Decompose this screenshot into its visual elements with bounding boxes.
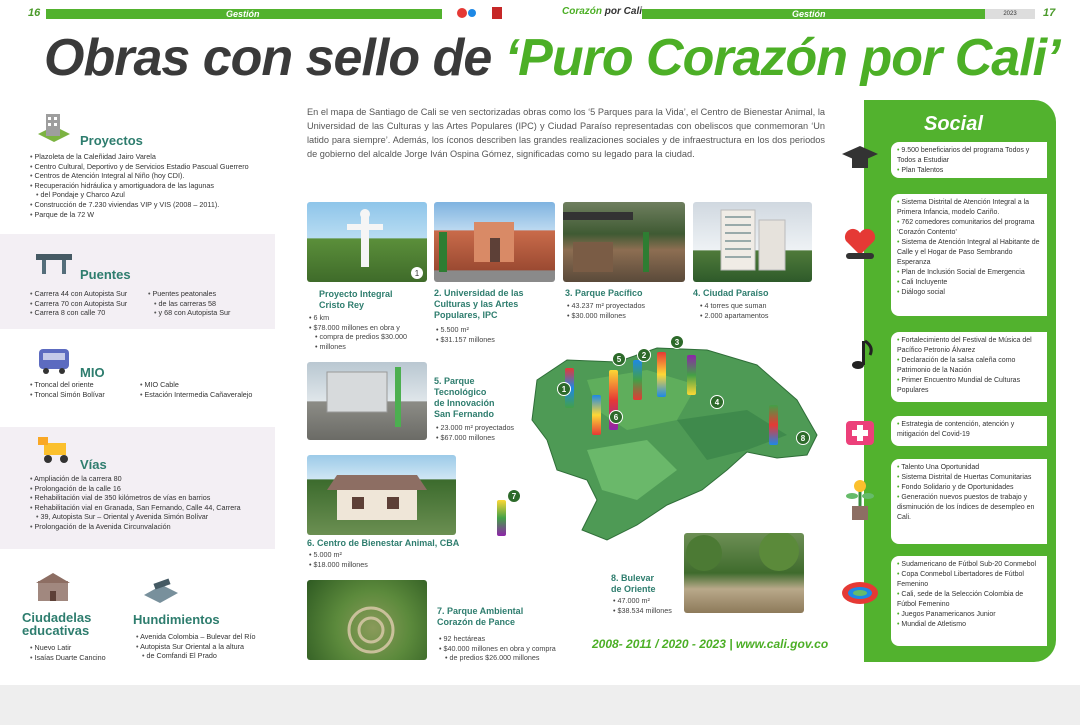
photo-parque-pance: [307, 580, 427, 660]
hundimientos-list: • Avenida Colombia – Bulevar del Río • Autopista Sur Oriental a la altura • de Comfandi El Prado: [136, 632, 276, 661]
mio-list-1: • Troncal del oriente • Troncal Simón Bolívar: [30, 380, 140, 399]
hundimientos-title: Hundimientos: [133, 612, 220, 627]
photo-number-1: 1: [414, 269, 420, 278]
obelisk-7: [592, 395, 601, 435]
puentes-list-1: • Carrera 44 con Autopista Sur • Carrera 70 con Autopista Sur • Carrera 8 con calle 70: [30, 289, 145, 318]
map-marker-7: 7: [507, 489, 521, 503]
music-note-icon: [840, 337, 880, 373]
map-marker-6: 6: [609, 410, 623, 424]
social-education-box: • 9.500 beneficiarios del programa Todos y Todos a Estudiar • Plan Talentos: [891, 142, 1047, 178]
map-marker-2: 2: [637, 348, 651, 362]
obra-7-title: 7. Parque Ambiental Corazón de Pance: [437, 606, 524, 627]
social-culture-box: • Fortalecimiento del Festival de Música del Pacífico Petronio Álvarez • Declaración de la salsa caleña como Patrimonio de la Nación • Primer Encuentro Mundial de Culturas Populares: [891, 332, 1047, 402]
social-inclusion-box: • Sistema Distrital de Atención Integral a la Primera Infancia, modelo Cariño. • 762 comedores comunitarios del programa ‘Corazón Contento’ • Sistema de Atención Integral al Habitante de Calle y el Hogar de Paso Sembrando Esperanza • Plan de Inclusión Social de Emergencia • Cali Incluyente • Diálogo social: [891, 194, 1047, 316]
puentes-list-2: • Puentes peatonales • de las carreras 58 • y 68 con Autopista Sur: [148, 289, 273, 318]
heart-hand-icon: [840, 225, 880, 261]
vias-list: • Ampliación de la carrera 80 • Prolongación de la calle 16 • Rehabilitación vial de 350 kilómetros de vías en barrios • Rehabilitación vial en Granada, San Fernando, Calle 44, Carrera • 39, Autopista Sur – Oriental y Avenida Simón Bolívar • Prolongación de la Avenida Circunvalación: [30, 474, 270, 532]
obra-8-details: • 47.000 m² • $38.534 millones: [613, 596, 693, 615]
obra-3-details: • 43.237 m² proyectados • $30.000 millones: [567, 301, 682, 320]
obra-5-title: 5. Parque Tecnológico de Innovación San Fernando: [434, 376, 495, 419]
proyectos-section: [0, 100, 275, 230]
obelisk-6: [769, 405, 778, 445]
graduation-cap-icon: [840, 142, 880, 178]
footer-url: 2008- 2011 / 2020 - 2023 | www.cali.gov.co: [592, 637, 829, 651]
cali-map: [511, 338, 827, 550]
obelisk-3: [633, 360, 642, 400]
left-section-bar: [46, 9, 442, 19]
obra-6-title: 6. Centro de Bienestar Animal, CBA: [307, 538, 460, 548]
mio-section: [0, 335, 275, 425]
photo-cristo-rey: [307, 202, 427, 282]
proyectos-list: • Plazoleta de la Caleñidad Jairo Varela • Centro Cultural, Deportivo y de Servicios Estadio Pascual Guerrero • Centros de Atención Integral al Niño (hoy CDI). • Recuperación hidráulica y amortiguadora de las lagunas • del Pondaje y Charco Azul • Construcción de 7.230 viviendas VIP y VIS (2008 – 2011). • Parque de la 72 W: [30, 152, 270, 219]
ciudadelas-list: • Nuevo Latir • Isaías Duarte Cancino: [30, 643, 130, 662]
obra-1-details: • 6 km • $78.000 millones en obra y • compra de predios $30.000 • millones: [309, 313, 424, 351]
map-marker-1: 1: [557, 382, 571, 396]
header-logos: [452, 5, 512, 21]
obelisk-8: [497, 500, 506, 536]
obra-7-details: • 92 hectáreas • $40.000 millones en obra y compra • de predios $26.000 millones: [439, 634, 584, 663]
vias-section: [0, 427, 275, 549]
bridge-icon: [34, 246, 74, 276]
puentes-line-3: • y 68 con Autopista Sur: [148, 308, 273, 318]
right-section-bar: [642, 9, 985, 19]
social-covid-box: • Estrategia de contención, atención y mitigación del Covid-19: [891, 416, 1047, 446]
social-sports-box: • Sudamericano de Fútbol Sub-20 Conmebol • Copa Conmebol Libertadores de Fútbol Femenino • Cali, sede de la Selección Colombia de Fútbol Femenino • Juegos Panamericanos Junior • Mundial de Atletismo: [891, 556, 1047, 646]
year-tag: 2023: [985, 9, 1035, 19]
puentes-section: [0, 234, 275, 329]
map-marker-8: 8: [796, 431, 810, 445]
photo-bienestar-animal: [307, 455, 456, 535]
obra-2-title: 2. Universidad de las Culturas y las Artes Populares, IPC: [434, 288, 524, 320]
brand-label: Corazón por Cali: [562, 6, 643, 17]
medical-kit-icon: [840, 413, 880, 449]
bus-icon: [36, 345, 72, 375]
puentes-title: Puentes: [80, 267, 131, 282]
school-icon: [34, 571, 72, 605]
money-plant-icon: [840, 476, 880, 524]
proyectos-title: Proyectos: [80, 133, 143, 148]
obra-4-title: 4. Ciudad Paraíso: [693, 288, 769, 298]
ciudadelas-title: Ciudadelas educativas: [22, 610, 92, 638]
obelisk-5: [687, 355, 696, 395]
tunnel-icon: [140, 571, 180, 605]
obelisk-4: [657, 352, 666, 397]
obra-6-details: • 5.000 m² • $18.000 millones: [309, 550, 424, 569]
right-page-number: 17: [1043, 7, 1056, 19]
obra-5-details: • 23.000 m² proyectados • $67.000 millones: [436, 423, 551, 442]
left-page-number: 16: [28, 7, 41, 19]
page-title: Obras con sello de ‘Puro Corazón por Cali’: [44, 29, 1060, 87]
vias-title: Vías: [80, 457, 107, 472]
puentes-line-2: • de las carreras 58: [148, 299, 273, 309]
right-section-label: Gestión: [792, 9, 826, 19]
left-section-label: Gestión: [226, 9, 260, 19]
building-icon: [34, 108, 74, 144]
intro-paragraph: En el mapa de Santiago de Cali se ven sectorizadas obras como los ‘5 Parques para la Vida’, el Centro de Bienestar Animal, la Universidad de las Culturas y las Artes Populares (IPC) y Ciudad Paraíso representadas con obeliscos que conmemoran ‘Un latido para siempre’. Además, los íconos describen las grandes realizaciones sociales y de infraestructura en los dos periodos de gobierno del alcalde Jorge Iván Ospina Gómez, significadas como su legado para la ciudad.: [307, 107, 825, 159]
stadium-icon: [840, 573, 880, 609]
photo-parque-tecnologico: [307, 362, 427, 440]
ciudadelas-section: [0, 565, 275, 665]
map-marker-5: 5: [612, 352, 626, 366]
mio-title: MIO: [80, 365, 105, 380]
photo-ciudad-paraiso: [693, 202, 812, 282]
map-marker-4: 4: [710, 395, 724, 409]
construction-truck-icon: [36, 433, 74, 465]
photo-parque-pacifico: [563, 202, 685, 282]
obra-2-details: • 5.500 m² • $31.157 millones: [436, 325, 551, 344]
obra-1-title: Proyecto Integral Cristo Rey: [319, 289, 393, 310]
map-marker-3: 3: [670, 335, 684, 349]
social-title: Social: [924, 113, 983, 135]
photo-ipc: [434, 202, 555, 282]
mio-list-2: • MIO Cable • Estación Intermedia Cañaveralejo: [140, 380, 275, 399]
social-employment-box: • Talento Una Oportunidad • Sistema Distrital de Huertas Comunitarias • Fondo Solidario y de Oportunidades • Generación nuevos puestos de trabajo y disminución de los índices de desempleo en Cali.: [891, 459, 1047, 544]
obra-4-details: • 4 torres que suman • 2.000 apartamentos: [700, 301, 815, 320]
obra-8-title: 8. Bulevar de Oriente: [611, 573, 656, 594]
obra-3-title: 3. Parque Pacífico: [565, 288, 643, 298]
